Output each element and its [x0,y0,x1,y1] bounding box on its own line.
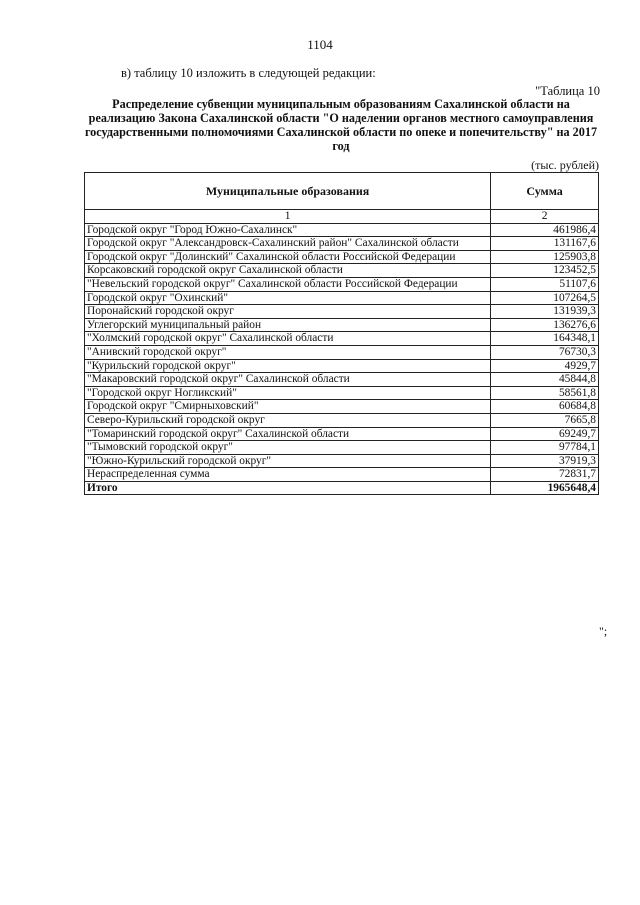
table-row [85,373,599,387]
table-row [85,345,599,359]
column-number-2: 2 [491,210,599,224]
table-row [85,318,599,332]
municipality-name: "Тымовский городской округ" [85,441,491,455]
table-row [85,468,599,482]
total-amount: 1965648,4 [491,481,599,495]
table-row [85,413,599,427]
subvention-amount: 7665,8 [491,413,599,427]
municipality-name: Углегорский муниципальный район [85,318,491,332]
municipality-name: "Невельский городской округ" Сахалинской области Российской Федерации [85,277,491,291]
subvention-amount: 4929,7 [491,359,599,373]
table-row [85,427,599,441]
subvention-amount: 51107,6 [491,277,599,291]
header-sum: Сумма [491,173,599,210]
municipality-name: Городской округ "Смирныховский" [85,400,491,414]
table-row [85,386,599,400]
subvention-amount: 164348,1 [491,332,599,346]
subvention-amount: 131167,6 [491,237,599,251]
municipality-name: "Анивский городской округ" [85,345,491,359]
column-number-row [85,210,599,224]
subvention-amount: 72831,7 [491,468,599,482]
table-row [85,359,599,373]
municipality-name: Поронайский городской округ [85,305,491,319]
total-row [85,481,599,495]
units-label: (тыс. рублей) [531,158,599,172]
table-label: "Таблица 10 [535,84,600,98]
subvention-amount: 461986,4 [491,223,599,237]
municipality-name: Нераспределенная сумма [85,468,491,482]
subvention-amount: 136276,6 [491,318,599,332]
table-row [85,332,599,346]
total-label: Итого [85,481,491,495]
subvention-amount: 97784,1 [491,441,599,455]
municipality-name: "Томаринский городской округ" Сахалинской области [85,427,491,441]
municipality-name: Северо-Курильский городской округ [85,413,491,427]
table-row [85,223,599,237]
column-number-1: 1 [85,210,491,224]
subvention-amount: 58561,8 [491,386,599,400]
municipality-name: Корсаковский городской округ Сахалинской области [85,264,491,278]
subvention-amount: 69249,7 [491,427,599,441]
municipality-name: "Курильский городской округ" [85,359,491,373]
subvention-amount: 45844,8 [491,373,599,387]
municipality-name: Городской округ "Долинский" Сахалинской области Российской Федерации [85,250,491,264]
subvention-table [84,172,599,495]
subvention-amount: 107264,5 [491,291,599,305]
table-row [85,454,599,468]
table-row [85,291,599,305]
table-row [85,400,599,414]
municipality-name: Городской округ "Александровск-Сахалинский район" Сахалинской области [85,237,491,251]
municipality-name: Городской округ "Охинский" [85,291,491,305]
subvention-amount: 123452,5 [491,264,599,278]
municipality-name: "Городской округ Ногликский" [85,386,491,400]
subvention-amount: 76730,3 [491,345,599,359]
table-row [85,264,599,278]
subvention-amount: 37919,3 [491,454,599,468]
table-title: Распределение субвенции муниципальным образованиям Сахалинской области на реализацию Закона Сахалинской области "О наделении органов местного самоуправления государственными полномочиями Сахалинской области по опеке и попечительству" на 2017 год [84,97,598,153]
municipality-name: "Южно-Курильский городской округ" [85,454,491,468]
intro-text: в) таблицу 10 изложить в следующей редакции: [121,66,376,80]
page-number: 1104 [307,37,333,52]
subvention-amount: 60684,8 [491,400,599,414]
table-row [85,441,599,455]
table-row [85,250,599,264]
table-row [85,305,599,319]
municipality-name: "Макаровский городской округ" Сахалинской области [85,373,491,387]
header-municipalities: Муниципальные образования [85,173,491,210]
subvention-amount: 131939,3 [491,305,599,319]
header-row [85,173,599,210]
table-row [85,277,599,291]
closing-mark: "; [599,624,608,638]
municipality-name: "Холмский городской округ" Сахалинской области [85,332,491,346]
subvention-amount: 125903,8 [491,250,599,264]
municipality-name: Городской округ "Город Южно-Сахалинск" [85,223,491,237]
table-row [85,237,599,251]
